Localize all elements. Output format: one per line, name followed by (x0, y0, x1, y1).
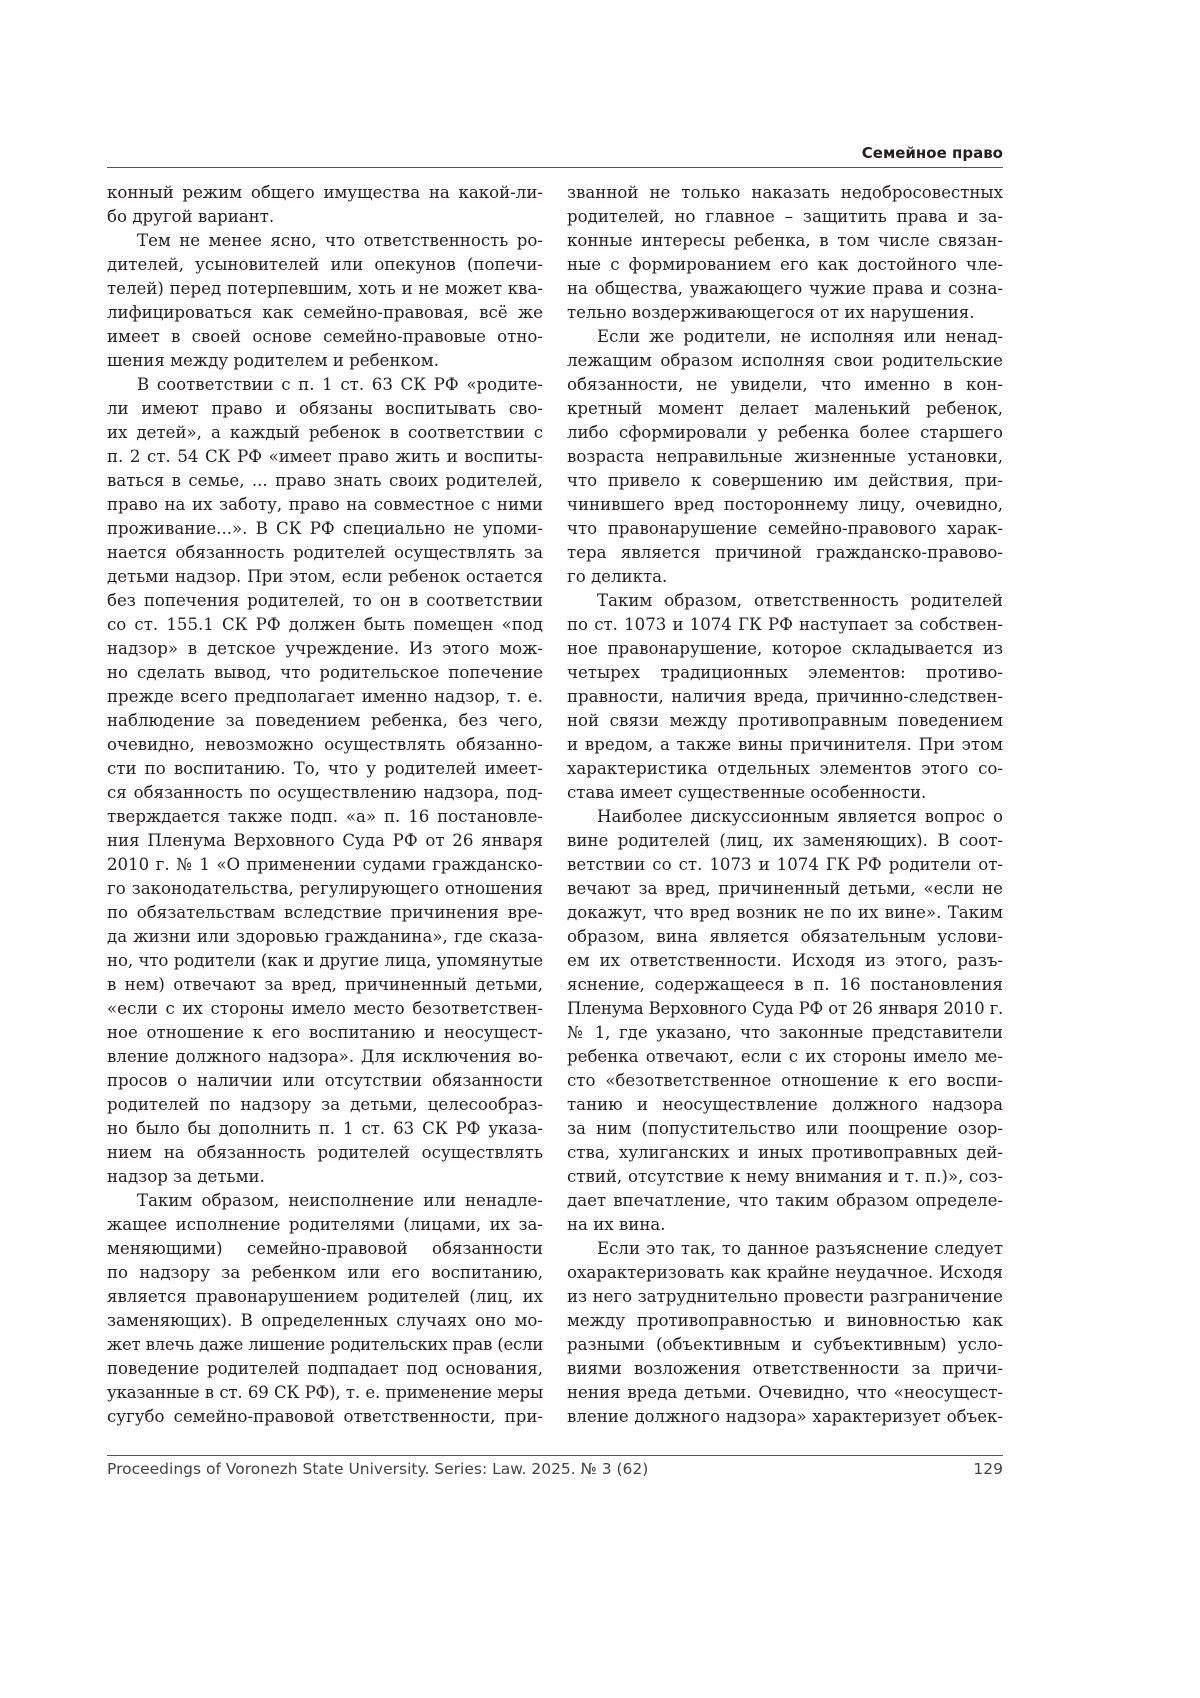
text-line: Наиболее дискуссионным является вопрос о (567, 805, 1003, 829)
paragraph (107, 1189, 543, 1429)
text-line: сто «безответственное отношение к его воспи- (567, 1069, 1003, 1093)
text-line: вление должного надзора». Для исключения во- (107, 1045, 543, 1069)
text-line: правности, наличия вреда, причинно-следствен- (567, 685, 1003, 709)
text-line: ства, хулиганских и иных противоправных дей- (567, 1141, 1003, 1165)
text-line: ное отношение к его воспитанию и неосущест- (107, 1021, 543, 1045)
text-line: либо сформировали у ребенка более старшего (567, 421, 1003, 445)
text-line: родителей по надзору за детьми, целесообраз- (107, 1093, 543, 1117)
text-line: наблюдение за поведением ребенка, без чего, (107, 709, 543, 733)
text-line: ваться в семье, ... право знать своих родителей, (107, 469, 543, 493)
text-line: ния Пленума Верховного Суда РФ от 26 января (107, 829, 543, 853)
text-line: обязанности, не увидели, что именно в кон- (567, 373, 1003, 397)
text-line: тера является причиной гражданско-правово- (567, 541, 1003, 565)
text-line: ся обязанность по осуществлению надзора, под- (107, 781, 543, 805)
text-line: 2010 г. № 1 «О применении судами гражданско- (107, 853, 543, 877)
text-line: ствий, отсутствие к нему внимания и т. п.)», соз- (567, 1165, 1003, 1189)
text-column-left (107, 181, 543, 1429)
text-line: конный режим общего имущества на какой-ли- (107, 181, 543, 205)
text-line: что правонарушение семейно-правового харак- (567, 517, 1003, 541)
text-line: за ним (попустительство или поощрение озор- (567, 1117, 1003, 1141)
text-line: званной не только наказать недобросовестных (567, 181, 1003, 205)
text-line: охарактеризовать как крайне неудачное. Исходя (567, 1261, 1003, 1285)
text-line: тельно воздерживающегося от их нарушения. (567, 301, 1003, 325)
text-line: нием на обязанность родителей осуществлять (107, 1141, 543, 1165)
text-line: что привело к совершению им действия, при- (567, 469, 1003, 493)
text-line: яснение, содержащееся в п. 16 постановления (567, 973, 1003, 997)
text-line: № 1, где указано, что законные представители (567, 1021, 1003, 1045)
paragraph (107, 229, 543, 373)
text-line: является правонарушением родителей (лиц, их (107, 1285, 543, 1309)
text-line: право на их заботу, право на совместное с ними (107, 493, 543, 517)
text-line: из него затруднительно провести разграничение (567, 1285, 1003, 1309)
paragraph (567, 589, 1003, 805)
text-line: дает впечатление, что таким образом определе- (567, 1189, 1003, 1213)
text-line: и вредом, а также вины причинителя. При этом (567, 733, 1003, 757)
text-line: сугубо семейно-правовой ответственности, при- (107, 1405, 543, 1429)
text-line: го законодательства, регулирующего отношения (107, 877, 543, 901)
text-line: характеристика отдельных элементов этого со- (567, 757, 1003, 781)
text-line: «если с их стороны имело место безответствен- (107, 997, 543, 1021)
text-line: конные интересы ребенка, в том числе связан- (567, 229, 1003, 253)
text-line: ем их ответственности. Исходя из этого, разъ- (567, 949, 1003, 973)
text-line: жет влечь даже лишение родительских прав (если (107, 1333, 543, 1357)
text-line: да жизни или здоровью гражданина», где сказа- (107, 925, 543, 949)
text-line: тверждается также подп. «а» п. 16 постановле- (107, 805, 543, 829)
text-line: Если это так, то данное разъяснение следует (567, 1237, 1003, 1261)
text-line: вине родителей (лиц, их заменяющих). В соот- (567, 829, 1003, 853)
text-line: шения между родителем и ребенком. (107, 349, 543, 373)
text-line: лежащим образом исполняя свои родительские (567, 349, 1003, 373)
text-line: Тем не менее ясно, что ответственность ро- (107, 229, 543, 253)
text-line: возраста неправильные жизненные установки, (567, 445, 1003, 469)
text-line: ные с формированием его как достойного чле- (567, 253, 1003, 277)
footer-rule (107, 1455, 1003, 1456)
text-line: бо другой вариант. (107, 205, 543, 229)
text-column-right (567, 181, 1003, 1429)
text-line: проживание...». В СК РФ специально не упоми- (107, 517, 543, 541)
text-line: телей) перед потерпевшим, хоть и не может ква- (107, 277, 543, 301)
paragraph (107, 373, 543, 1189)
text-line: кретный момент делает маленький ребенок, (567, 397, 1003, 421)
text-line: вечают за вред, причиненный детьми, «если не (567, 877, 1003, 901)
text-line: четырех традиционных элементов: противо- (567, 661, 1003, 685)
text-line: но, что родители (как и другие лица, упомянутые (107, 949, 543, 973)
text-line: ли имеют право и обязаны воспитывать сво- (107, 397, 543, 421)
text-line: их детей», а каждый ребенок в соответствии с (107, 421, 543, 445)
text-line: докажут, что вред возник не по их вине». Таким (567, 901, 1003, 925)
text-line: родителей, но главное – защитить права и за- (567, 205, 1003, 229)
paragraph (567, 805, 1003, 1237)
text-line: ной связи между противоправным поведением (567, 709, 1003, 733)
text-line: нается обязанность родителей осуществлять за (107, 541, 543, 565)
text-line: со ст. 155.1 СК РФ должен быть помещен «под (107, 613, 543, 637)
text-line: лифицироваться как семейно-правовая, всё же (107, 301, 543, 325)
text-line: очевидно, невозможно осуществлять обязанно- (107, 733, 543, 757)
header-rule (107, 167, 1003, 168)
text-line: Таким образом, неисполнение или ненадле- (107, 1189, 543, 1213)
text-line: прежде всего предполагает именно надзор, т. е. (107, 685, 543, 709)
footer-journal-citation: Proceedings of Voronezh State University. Series: Law. 2025. № 3 (62) (107, 1460, 648, 1478)
text-line: Таким образом, ответственность родителей (567, 589, 1003, 613)
page-number: 129 (973, 1460, 1003, 1478)
text-line: танию и неосуществление должного надзора (567, 1093, 1003, 1117)
text-line: надзор» в детское учреждение. Из этого мож- (107, 637, 543, 661)
paragraph (567, 1237, 1003, 1429)
paragraph (567, 325, 1003, 589)
text-line: детьми надзор. При этом, если ребенок остается (107, 565, 543, 589)
text-line: но сделать вывод, что родительское попечение (107, 661, 543, 685)
text-line: чинившего вред постороннему лицу, очевидно, (567, 493, 1003, 517)
text-line: става имеет существенные особенности. (567, 781, 1003, 805)
text-line: на их вина. (567, 1213, 1003, 1237)
text-line: ное правонарушение, которое складывается из (567, 637, 1003, 661)
text-line: без попечения родителей, то он в соответствии (107, 589, 543, 613)
text-line: в нем) отвечают за вред, причиненный детьми, (107, 973, 543, 997)
text-line: п. 2 ст. 54 СК РФ «имеет право жить и воспиты- (107, 445, 543, 469)
paragraph (567, 181, 1003, 325)
text-line: заменяющих). В определенных случаях оно мо- (107, 1309, 543, 1333)
text-line: Пленума Верховного Суда РФ от 26 января 2010 г. (567, 997, 1003, 1021)
text-line: го деликта. (567, 565, 1003, 589)
text-line: разными (объективным и субъективным) усло- (567, 1333, 1003, 1357)
text-line: но было бы дополнить п. 1 ст. 63 СК РФ указа- (107, 1117, 543, 1141)
text-line: ребенка отвечают, если с их стороны имело ме- (567, 1045, 1003, 1069)
text-line: просов о наличии или отсутствии обязанности (107, 1069, 543, 1093)
running-head-section: Семейное право (862, 144, 1003, 162)
text-line: нения вреда детьми. Очевидно, что «неосущест- (567, 1381, 1003, 1405)
text-line: образом, вина является обязательным услови- (567, 925, 1003, 949)
text-line: на общества, уважающего чужие права и созна- (567, 277, 1003, 301)
text-line: между противоправностью и виновностью как (567, 1309, 1003, 1333)
paragraph (107, 181, 543, 229)
text-line: сти по воспитанию. То, что у родителей имеет- (107, 757, 543, 781)
text-line: надзор за детьми. (107, 1165, 543, 1189)
text-line: вление должного надзора» характеризует объек- (567, 1405, 1003, 1429)
text-line: по обязательствам вследствие причинения вре- (107, 901, 543, 925)
text-line: меняющими) семейно-правовой обязанности (107, 1237, 543, 1261)
text-line: В соответствии с п. 1 ст. 63 СК РФ «родите- (107, 373, 543, 397)
text-line: поведение родителей подпадает под основания, (107, 1357, 543, 1381)
text-line: по надзору за ребенком или его воспитанию, (107, 1261, 543, 1285)
text-line: имеет в своей основе семейно-правовые отно- (107, 325, 543, 349)
text-line: Если же родители, не исполняя или ненад- (567, 325, 1003, 349)
text-line: ветствии со ст. 1073 и 1074 ГК РФ родители от- (567, 853, 1003, 877)
text-line: по ст. 1073 и 1074 ГК РФ наступает за собствен- (567, 613, 1003, 637)
text-line: указанные в ст. 69 СК РФ), т. е. применение меры (107, 1381, 543, 1405)
text-line: жащее исполнение родителями (лицами, их за- (107, 1213, 543, 1237)
text-line: дителей, усыновителей или опекунов (попечи- (107, 253, 543, 277)
text-line: виями возложения ответственности за причи- (567, 1357, 1003, 1381)
